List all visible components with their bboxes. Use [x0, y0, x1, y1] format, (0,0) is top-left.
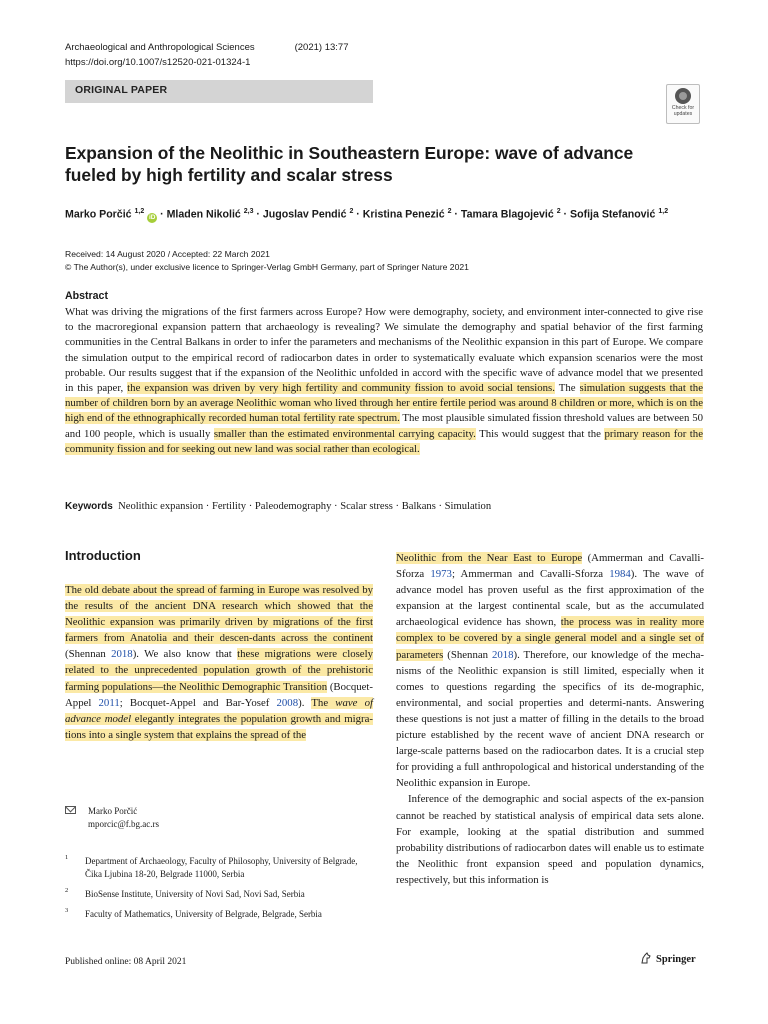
author-aff: 2 — [556, 208, 561, 215]
aff-number: 3 — [65, 907, 69, 914]
citation-link[interactable]: 2011 — [98, 696, 120, 709]
author-aff: 1,2 — [134, 208, 145, 215]
author-aff: 1,2 — [658, 208, 669, 215]
author-name[interactable]: Kristina Penezić — [362, 208, 445, 221]
highlight: these migrations were closely related to the unprecedented population growth of the prehistoric farming populations—the Neolithic Demographic Transition — [65, 648, 373, 693]
keywords-line — [65, 500, 705, 514]
author-name[interactable]: Marko Porčić — [65, 208, 132, 221]
doi-link[interactable]: https://doi.org/10.1007/s12520-021-01324-1 — [65, 57, 251, 68]
body-text: (Bocquet-Appel — [65, 680, 374, 709]
introduction-heading: Introduction — [65, 548, 141, 563]
check-updates-line2: updates — [673, 110, 693, 117]
body-text: ). We also know that — [132, 648, 238, 661]
journal-volume: (2021) 13:77 — [294, 42, 349, 53]
abstract-text-part: The most plausible simulated fission threshold values are between 50 and 100 people, which is usually — [65, 412, 703, 440]
body-text: (Shennan — [65, 648, 112, 661]
check-updates-line1: Check for — [671, 105, 695, 111]
intro-column-right — [396, 550, 704, 888]
abstract-text-part: This would suggest that the — [475, 427, 605, 440]
author-name[interactable]: Sofija Stefanović — [570, 208, 656, 221]
published-date: Published online: 08 April 2021 — [65, 957, 187, 967]
affiliation-1 — [65, 855, 375, 880]
highlight: primary reason for the community fission and for seeking out new land was social rather than ecological. — [65, 427, 703, 455]
springer-horse-icon — [640, 952, 652, 964]
aff-number: 2 — [65, 887, 69, 894]
author-list: Marko Porčić $^{1,2}$ iD · Mladen Nikolić $^{2,3}$ · Jugoslav Pendić $^2$ · Kristina Penezić $^2$ · Tamara Blagojević $^2$ · Sofija Stefanović $^{1,2}$ — [65, 208, 669, 221]
author-name[interactable]: Jugoslav Pendić — [262, 208, 347, 221]
body-text: ). The wave of advance model has proven useful as the first approximation of the expansion at the largest continental scale, but as the accumulated archaeological evidence has shown, — [396, 568, 704, 629]
journal-name: Archaeological and Anthropological Sciences — [65, 42, 255, 53]
body-text: (Shennan — [443, 648, 492, 661]
check-for-updates-button[interactable] — [666, 84, 700, 124]
body-text: ). Therefore, our knowledge of the mecha-nisms of the Neolithic expansion is still limited, especially when it comes to questions regarding the specifics of its de-mographic, environmental, and social properties and determi-nants. Answering these questions is not just a matter of filling in the details to the broad picture established by the recent wave of ancient DNA research or large-scale patterns based on the radiocarbon dates. It is a crucial step for providing a full anthropological and historical understanding of the Neolithic expansion in Europe. — [396, 648, 704, 790]
journal-header — [65, 40, 348, 70]
abstract-text-part: What was driving the migrations of the first farmers across Europe? How were demography, society, and environment inter-connected to give rise to the macroregional expansion pattern that archaeology is revealing? We simulate the demography and spatial behavior of the first farming communities in the Central Balkans in order to infer the parameters and mechanisms of the Neolithic expansion in this part of Europe. We compare the simulation output to the empirical record of radiocarbon dates in order to systematically evaluate which expansion scenarios were the most probable. Our results suggest that if the expansion of the Neolithic unfolded in accord with the specific wave of advance model that we presented in this paper, — [65, 306, 703, 395]
aff-number: 1 — [65, 854, 69, 861]
abstract-heading: Abstract — [65, 290, 108, 302]
body-text: The — [311, 696, 336, 709]
affiliation-2 — [65, 888, 375, 901]
aff-text: Department of Archaeology, Faculty of Philosophy, University of Belgrade, Čika Ljubina 18-20, Belgrade 11000, Serbia — [85, 856, 358, 879]
body-text: ; Bocquet-Appel and Bar-Yosef — [119, 696, 277, 709]
citation-link[interactable]: 1984 — [609, 568, 631, 581]
highlight: the expansion was driven by very high fertility and community fission to avoid social tensions. — [127, 382, 555, 395]
corr-email[interactable]: mporcic@f.bg.ac.rs — [88, 819, 160, 829]
article-title: Expansion of the Neolithic in Southeastern Europe: wave of advance fueled by high fertility and scalar stress — [65, 143, 634, 185]
article-type-badge: ORIGINAL PAPER — [65, 80, 373, 103]
highlight: the process was in reality more complex to be covered by a single general model and a single set of parameters — [396, 616, 704, 661]
body-text: elegantly integrates the population growth and migra-tions into a single system that explains the spread of the — [65, 712, 373, 741]
keywords-label: Keywords — [65, 501, 113, 512]
abstract-text-part: The — [554, 382, 580, 395]
body-text: ). — [298, 696, 312, 709]
highlight: smaller than the estimated environmental carrying capacity. — [213, 427, 476, 440]
highlight: The old debate about the spread of farming in Europe was resolved by the results of the ancient DNA research which showed that the Neolithic expansion was primarily driven by migrations of the first farmers from Anatolia and their descen-dants across the continent — [65, 584, 373, 645]
envelope-icon — [65, 806, 76, 814]
article-dates — [65, 248, 469, 273]
aff-text: BioSense Institute, University of Novi Sad, Novi Sad, Serbia — [85, 889, 305, 899]
copyright-notice: © The Author(s), under exclusive licence to Springer-Verlag GmbH Germany, part of Springer Nature 2021 — [65, 261, 469, 272]
intro-column-left — [65, 582, 373, 743]
corresponding-author — [65, 805, 159, 831]
citation-link[interactable]: 2018 — [111, 648, 133, 661]
keywords-text: Neolithic expansion · Fertility · Paleodemography · Scalar stress · Balkans · Simulation — [118, 501, 492, 512]
orcid-icon[interactable]: iD — [148, 213, 156, 221]
corr-name: Marko Porčić — [88, 806, 138, 816]
body-text: ; Ammerman and Cavalli-Sforza — [451, 568, 610, 581]
affiliation-3 — [65, 908, 375, 921]
highlight: simulation suggests that the number of children born by an average Neolithic woman who lived through her entire fertile period was around 8 children or more, which is on the high end of the ethnographically recorded human total fertility rate spectrum. — [65, 382, 703, 425]
publisher-logo — [640, 952, 696, 965]
body-text: (Ammerman and Cavalli-Sforza — [396, 552, 704, 581]
author-name[interactable]: Mladen Nikolić — [166, 208, 241, 221]
publisher-name: Springer — [656, 954, 696, 965]
abstract-text — [65, 305, 703, 457]
author-aff: 2 — [349, 208, 354, 215]
body-text-italic: wave of advance model — [65, 696, 373, 725]
check-updates-icon — [675, 88, 691, 104]
citation-link[interactable]: 1973 — [430, 568, 452, 581]
citation-link[interactable]: 2008 — [276, 696, 299, 709]
highlight: Neolithic from the Near East to Europe — [396, 552, 583, 564]
received-dates: Received: 14 August 2020 / Accepted: 22 March 2021 — [65, 249, 270, 259]
author-name[interactable]: Tamara Blagojević — [460, 208, 554, 221]
aff-text: Faculty of Mathematics, University of Belgrade, Belgrade, Serbia — [85, 909, 322, 919]
author-aff: 2 — [447, 208, 452, 215]
author-aff: 2,3 — [243, 208, 254, 215]
citation-link[interactable]: 2018 — [491, 648, 514, 661]
body-paragraph: Inference of the demographic and social aspects of the ex-pansion cannot be reached by statistical analysis of empirical data sets alone. For example, looking at the spatial distribution and summed probability distributions of radiocarbon dates will enable us to estimate the Neolithic front expansion speed and population dynamics, respectively, but this information is — [396, 793, 704, 886]
